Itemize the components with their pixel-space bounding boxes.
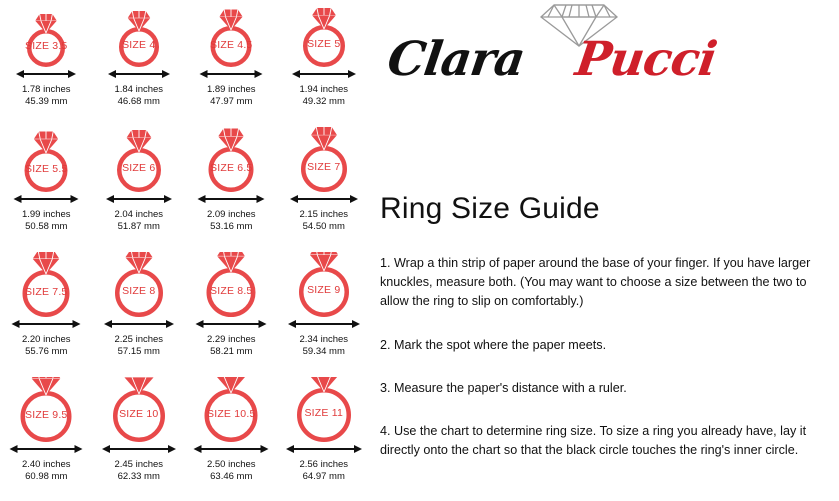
- ring-measurement-mm: 63.46 mm: [210, 470, 253, 482]
- ring-measurement: [93, 334, 186, 357]
- ring-measurement-inches: 1.89 inches: [206, 84, 256, 95]
- diameter-arrow-icon: [288, 316, 360, 334]
- ring-chart-row: [0, 0, 370, 125]
- ring-size-label: SIZE 8: [122, 285, 156, 297]
- diameter-arrow-icon: [286, 441, 362, 459]
- brand-logo: [380, 2, 839, 102]
- ring-chart-cell[interactable]: [93, 125, 186, 250]
- ring-chart-cell[interactable]: [0, 250, 93, 375]
- ring-chart-cell[interactable]: [278, 375, 371, 500]
- ring-illustration: [93, 250, 186, 324]
- ring-size-label: SIZE 4.5: [210, 38, 253, 51]
- ring-measurement: [0, 209, 93, 232]
- ring-measurement-inches: 2.20 inches: [21, 334, 71, 345]
- ring-size-label: SIZE 4: [122, 39, 156, 51]
- ring-illustration: [185, 250, 278, 324]
- ring-measurement: [185, 459, 278, 482]
- diameter-arrow-icon: [194, 441, 269, 459]
- diameter-arrow-icon: [12, 316, 81, 334]
- ring-measurement: [0, 84, 93, 107]
- ring-measurement-inches: 2.29 inches: [206, 334, 256, 345]
- ring-illustration: [185, 375, 278, 449]
- ring-illustration: [0, 250, 93, 324]
- ring-measurement-inches: 2.25 inches: [114, 334, 164, 345]
- ring-size-label: SIZE 5: [307, 38, 341, 50]
- ring-chart-cell[interactable]: [93, 375, 186, 500]
- diameter-arrow-icon: [10, 441, 83, 459]
- ring-measurement: [185, 209, 278, 232]
- ring-measurement-mm: 57.15 mm: [117, 345, 160, 357]
- diameter-arrow-icon: [290, 191, 358, 209]
- ring-measurement-mm: 46.68 mm: [117, 95, 160, 107]
- ring-size-label: SIZE 9.5: [25, 408, 68, 421]
- ring-size-chart: [0, 0, 370, 501]
- ring-chart-cell[interactable]: [93, 250, 186, 375]
- ring-measurement: [278, 84, 371, 107]
- ring-size-label: SIZE 9: [307, 284, 341, 296]
- diameter-arrow-icon: [16, 66, 76, 84]
- ring-measurement-mm: 50.58 mm: [25, 220, 68, 232]
- ring-illustration: [278, 0, 371, 74]
- ring-measurement-mm: 53.16 mm: [210, 220, 253, 232]
- ring-illustration: [93, 0, 186, 74]
- ring-chart-row: [0, 250, 370, 375]
- ring-measurement-inches: 2.45 inches: [114, 459, 164, 470]
- ring-measurement-inches: 1.78 inches: [21, 84, 71, 95]
- ring-icon: [10, 2, 82, 70]
- ring-measurement-mm: 51.87 mm: [117, 220, 160, 232]
- ring-illustration: [278, 375, 371, 449]
- ring-size-label: SIZE 8.5: [210, 284, 253, 297]
- ring-measurement-mm: 55.76 mm: [25, 345, 68, 357]
- ring-measurement-inches: 1.84 inches: [114, 84, 164, 95]
- ring-measurement-inches: 2.34 inches: [299, 334, 349, 345]
- ring-measurement: [93, 84, 186, 107]
- ring-chart-cell[interactable]: [278, 0, 371, 125]
- ring-chart-cell[interactable]: [278, 250, 371, 375]
- ring-measurement-mm: 62.33 mm: [117, 470, 160, 482]
- instruction-step-3: 3. Measure the paper's distance with a ruler.: [380, 381, 627, 395]
- ring-size-label: SIZE 6: [122, 162, 156, 174]
- ring-illustration: [0, 0, 93, 74]
- diameter-arrow-icon: [102, 441, 176, 459]
- ring-chart-cell[interactable]: [278, 125, 371, 250]
- ring-size-label: SIZE 10.5: [207, 407, 256, 420]
- ring-illustration: [0, 125, 93, 199]
- ring-measurement: [278, 209, 371, 232]
- ring-size-label: SIZE 6.5: [210, 161, 253, 174]
- ring-measurement-inches: 2.15 inches: [299, 209, 349, 220]
- ring-measurement: [185, 84, 278, 107]
- diameter-arrow-icon: [200, 66, 263, 84]
- ring-measurement: [0, 459, 93, 482]
- ring-measurement: [0, 334, 93, 357]
- ring-chart-cell[interactable]: [0, 125, 93, 250]
- ring-measurement-inches: 1.99 inches: [21, 209, 71, 220]
- diameter-arrow-icon: [292, 66, 356, 84]
- ring-measurement-inches: 1.94 inches: [299, 84, 349, 95]
- ring-measurement-inches: 2.50 inches: [206, 459, 256, 470]
- diameter-arrow-icon: [104, 316, 174, 334]
- ring-measurement-mm: 60.98 mm: [25, 470, 68, 482]
- instruction-step-1: 1. Wrap a thin strip of paper around the base of your finger. If you have larger knuckles, measure both. (You may want to choose a size between the two to allow the ring to slip on comfortably.): [380, 256, 811, 308]
- ring-illustration: [278, 250, 371, 324]
- ring-measurement-inches: 2.40 inches: [21, 459, 71, 470]
- ring-measurement-inches: 2.09 inches: [206, 209, 256, 220]
- ring-icon: [195, 2, 267, 70]
- ring-measurement: [278, 334, 371, 357]
- ring-chart-cell[interactable]: [185, 250, 278, 375]
- ring-icon: [103, 2, 175, 70]
- ring-measurement: [93, 209, 186, 232]
- ring-size-label: SIZE 11: [304, 407, 344, 419]
- ring-measurement: [278, 459, 371, 482]
- instruction-step-2: 2. Mark the spot where the paper meets.: [380, 338, 607, 352]
- ring-size-label: SIZE 7.5: [25, 285, 68, 298]
- ring-measurement-inches: 2.04 inches: [114, 209, 164, 220]
- ring-measurement-mm: 59.34 mm: [302, 345, 345, 357]
- ring-measurement-mm: 54.50 mm: [302, 220, 345, 232]
- ring-icon: [288, 2, 360, 70]
- ring-chart-cell[interactable]: [0, 375, 93, 500]
- ring-measurement-inches: 2.56 inches: [299, 459, 349, 470]
- ring-illustration: [185, 0, 278, 74]
- ring-illustration: [185, 125, 278, 199]
- ring-chart-cell[interactable]: [185, 0, 278, 125]
- ring-measurement: [93, 459, 186, 482]
- diameter-arrow-icon: [196, 316, 267, 334]
- ring-chart-row: [0, 125, 370, 250]
- ring-chart-row: [0, 375, 370, 500]
- diameter-arrow-icon: [14, 191, 79, 209]
- ring-measurement-mm: 45.39 mm: [25, 95, 68, 107]
- page-title: Ring Size Guide: [380, 192, 600, 225]
- ring-illustration: [93, 375, 186, 449]
- ring-measurement-mm: 49.32 mm: [302, 95, 345, 107]
- ring-illustration: [278, 125, 371, 199]
- guide-panel: [370, 0, 839, 501]
- ring-size-label: SIZE 3.5: [25, 40, 68, 52]
- instruction-step-4: 4. Use the chart to determine ring size. To size a ring you already have, lay it directly onto the chart so that the black circle touches the ring's inner circle.: [380, 424, 807, 457]
- ring-measurement: [185, 334, 278, 357]
- logo-word-clara: Clara: [384, 32, 528, 87]
- logo-word-pucci: Pucci: [572, 32, 720, 87]
- ring-icon: [103, 127, 175, 195]
- ring-chart-cell[interactable]: [0, 0, 93, 125]
- ring-icon: [10, 127, 82, 195]
- ring-chart-cell[interactable]: [93, 0, 186, 125]
- ring-measurement-mm: 58.21 mm: [210, 345, 253, 357]
- ring-measurement-mm: 64.97 mm: [302, 470, 345, 482]
- ring-measurement-mm: 47.97 mm: [210, 95, 253, 107]
- ring-illustration: [93, 125, 186, 199]
- ring-chart-cell[interactable]: [185, 375, 278, 500]
- diameter-arrow-icon: [106, 191, 172, 209]
- ring-illustration: [0, 375, 93, 449]
- ring-size-label: SIZE 10: [119, 408, 159, 420]
- ring-chart-cell[interactable]: [185, 125, 278, 250]
- diameter-arrow-icon: [198, 191, 265, 209]
- ring-size-label: SIZE 7: [307, 161, 341, 173]
- diameter-arrow-icon: [108, 66, 170, 84]
- ring-size-label: SIZE 5.5: [25, 162, 68, 175]
